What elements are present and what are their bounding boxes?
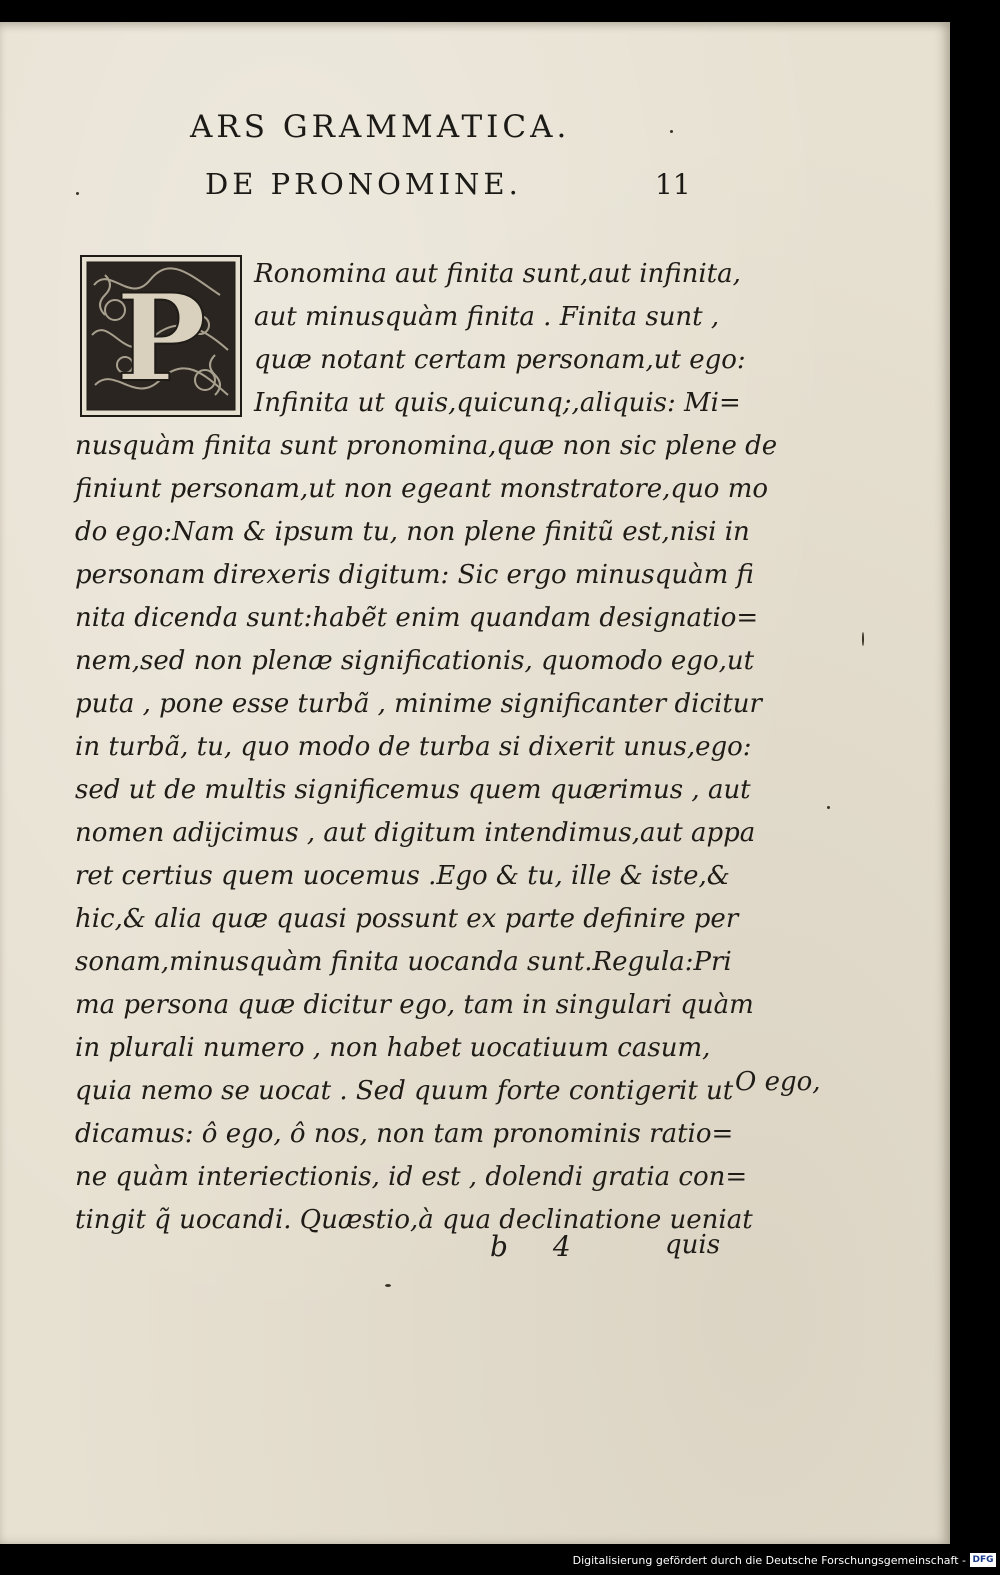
text-line-2: aut minusquàm finita . Finita sunt , [254, 302, 720, 332]
text-line-9: nita dicenda sunt:habẽt enim quandam designatio= [75, 603, 759, 633]
text-line-14: nomen adijcimus , aut digitum intendimus,aut appa [75, 818, 756, 848]
marginal-note: O ego, [735, 1067, 821, 1097]
text-line-13: sed ut de multis significemus quem quærimus , aut [75, 775, 751, 805]
initial-letter: P [115, 268, 207, 409]
text-line-20: quia nemo se uocat . Sed quum forte contigerit ut [75, 1076, 734, 1106]
text-line-15: ret certius quem uocemus .Ego & tu, ille & iste,& [75, 861, 730, 891]
running-title: ARS GRAMMATICA. [190, 109, 571, 145]
text-line-16: hic,& alia quæ quasi possunt ex parte definire per [75, 904, 739, 934]
footer-credit: Digitalisierung gefördert durch die Deutsche Forschungsgemeinschaft - [572, 1554, 966, 1567]
text-line-3: quæ notant certam personam,ut ego: [254, 345, 746, 375]
text-line-17: sonam,minusquàm finita uocanda sunt.Regula:Pri [75, 947, 732, 977]
text-line-12: in turbã, tu, quo modo de turba si dixerit unus,ego: [75, 732, 752, 762]
text-line-6: finiunt personam,ut non egeant monstratore,quo mo [75, 474, 769, 504]
paper-speck [862, 632, 864, 646]
paper-speck [670, 130, 673, 133]
catchword: quis [665, 1230, 721, 1260]
paper-speck [827, 806, 830, 809]
folio-number: 11 [655, 168, 691, 201]
text-line-7: do ego:Nam & ipsum tu, non plene finitũ est,nisi in [75, 517, 750, 547]
text-line-4: Infinita ut quis,quicunq;,aliquis: Mi= [254, 388, 741, 418]
text-line-11: puta , pone esse turbã , minime significanter dicitur [75, 689, 762, 719]
text-line-21: dicamus: ô ego, ô nos, non tam pronominis ratio= [75, 1119, 734, 1149]
section-title: DE PRONOMINE. [205, 167, 522, 201]
text-line-22: ne quàm interiectionis, id est , dolendi gratia con= [75, 1162, 748, 1192]
decorated-initial-p [80, 255, 242, 417]
text-line-19: in plurali numero , non habet uocatiuum casum, [75, 1033, 711, 1063]
text-line-5: nusquàm finita sunt pronomina,quæ non sic plene de [75, 431, 778, 461]
text-line-8: personam direxeris digitum: Sic ergo minusquàm fi [75, 560, 754, 590]
text-line-10: nem,sed non plenæ significationis, quomodo ego,ut [75, 646, 755, 676]
text-line-18: ma persona quæ dicitur ego, tam in singulari quàm [75, 990, 754, 1020]
book-page [0, 22, 950, 1544]
text-line-23: tingit q̃ uocandi. Quæstio,à qua declinatione ueniat [75, 1205, 753, 1235]
paper-speck [76, 192, 79, 195]
dfg-logo: DFG [970, 1553, 996, 1567]
text-line-1: Ronomina aut finita sunt,aut infinita, [254, 259, 741, 289]
paper-speck [385, 1284, 391, 1287]
signature-mark: b 4 [490, 1230, 589, 1263]
